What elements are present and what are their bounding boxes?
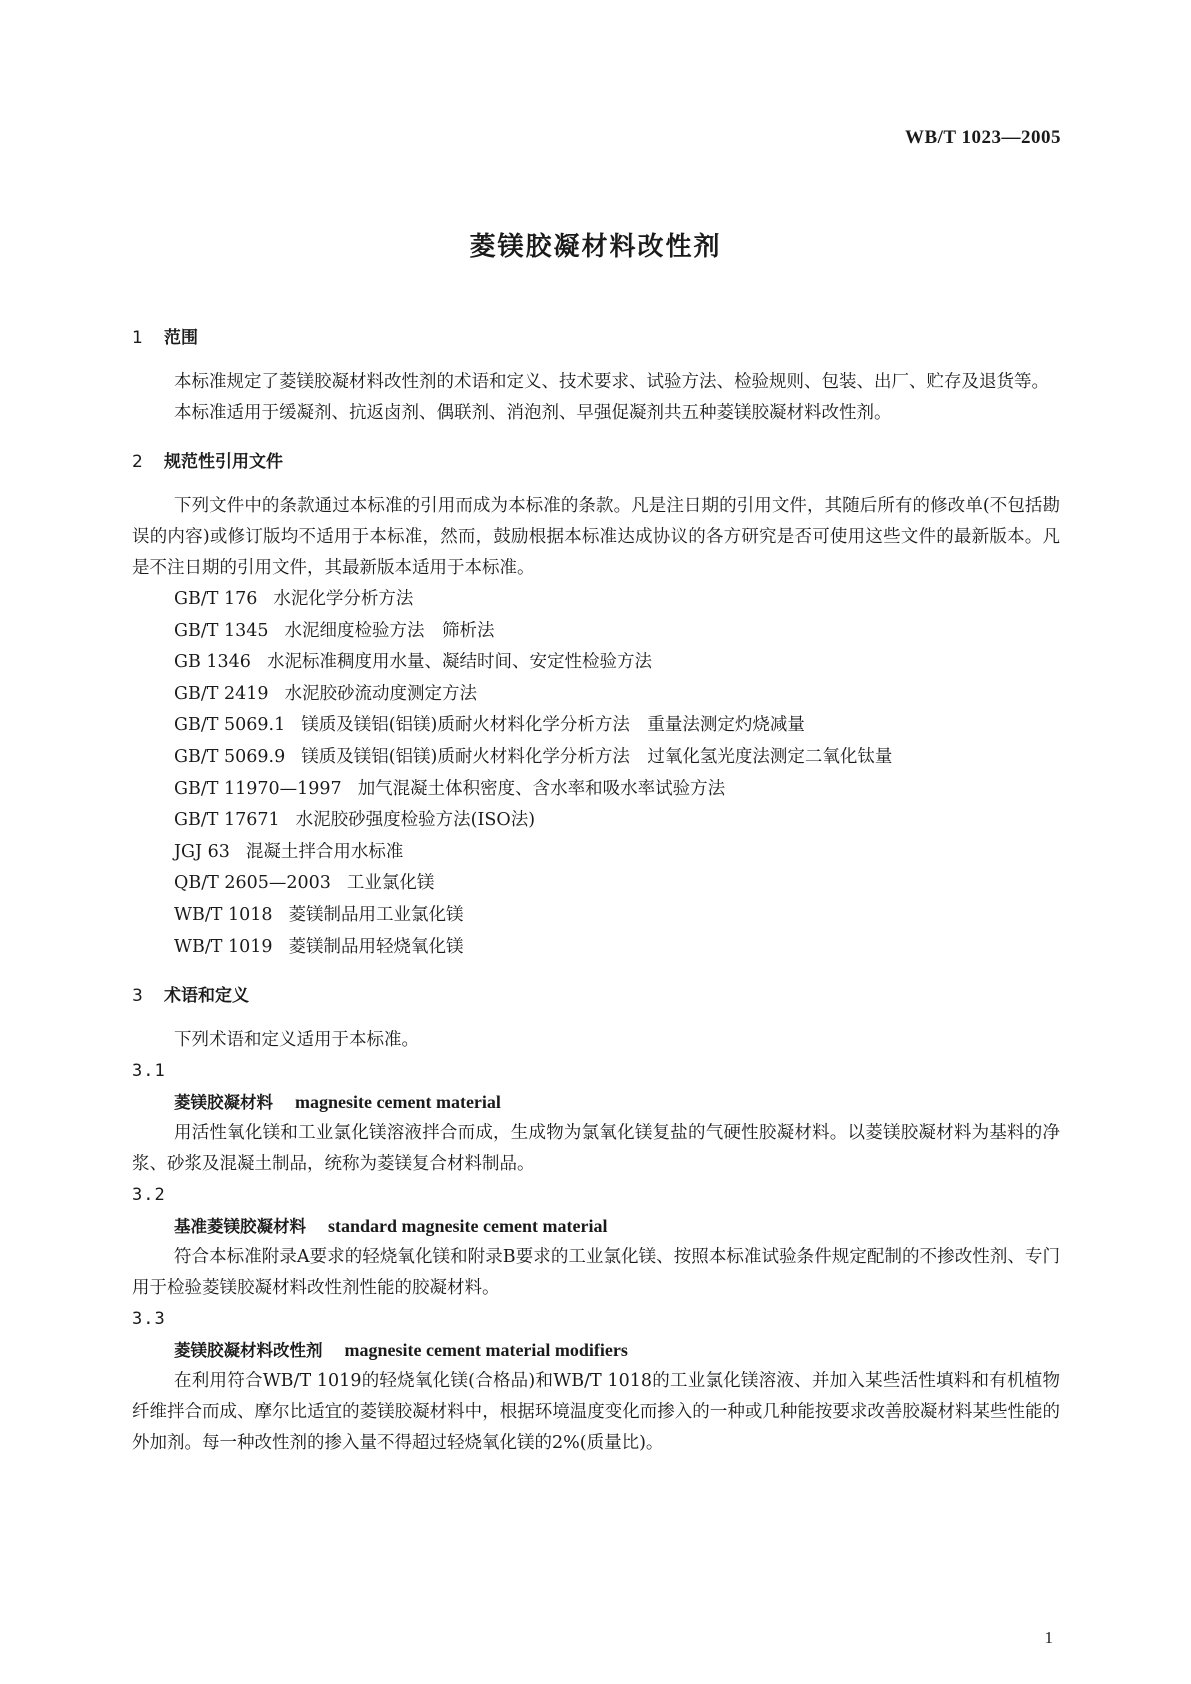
reference-code: GB 1346 (174, 652, 251, 673)
section-title: 术语和定义 (164, 986, 249, 1007)
reference-item (132, 616, 1060, 648)
term-name (132, 1211, 1060, 1242)
scope-paragraph: 本标准规定了菱镁胶凝材料改性剂的术语和定义、技术要求、试验方法、检验规则、包装、出厂、贮存及退货等。 (174, 372, 1049, 392)
term-number: 3.3 (132, 1309, 166, 1330)
term-name-en: standard magnesite cement material (328, 1216, 608, 1237)
reference-title: 加气混凝土体积密度、含水率和吸水率试验方法 (357, 778, 726, 799)
reference-title: 菱镁制品用工业氯化镁 (288, 904, 464, 925)
reference-code: QB/T 2605—2003 (174, 873, 331, 894)
reference-item (132, 710, 1060, 742)
reference-item (132, 900, 1060, 932)
reference-item (132, 742, 1060, 774)
term-name-cn: 基准菱镁胶凝材料 (174, 1217, 306, 1237)
page-number: 1 (1044, 1628, 1053, 1647)
reference-code: GB/T 5069.9 (174, 746, 286, 767)
term-number: 3.1 (132, 1061, 166, 1082)
reference-code: GB/T 11970—1997 (174, 778, 342, 799)
term-name-en: magnesite cement material modifiers (344, 1340, 628, 1361)
document-title: 菱镁胶凝材料改性剂 (469, 232, 722, 262)
reference-list (132, 584, 1060, 963)
reference-item (132, 837, 1060, 869)
reference-title: 菱镁制品用轻烧氧化镁 (288, 936, 464, 957)
reference-title: 镁质及镁铝(铝镁)质耐火材料化学分析方法 重量法测定灼烧减量 (301, 715, 805, 736)
term-definition: 符合本标准附录A要求的轻烧氧化镁和附录B要求的工业氯化镁、按照本标准试验条件规定配制的不掺改性剂、专门用于检验菱镁胶凝材料改性剂性能的胶凝材料。 (132, 1247, 1060, 1299)
section-number: 3 (132, 986, 143, 1007)
reference-code: JGJ 63 (174, 841, 230, 862)
section-number: 2 (132, 452, 143, 472)
reference-title: 水泥化学分析方法 (273, 589, 414, 609)
reference-title: 水泥胶砂强度检验方法(ISO法) (295, 810, 536, 831)
term-name-cn: 菱镁胶凝材料 (174, 1093, 273, 1113)
term-definition: 在利用符合WB/T 1019的轻烧氧化镁(合格品)和WB/T 1018的工业氯化镁溶液、并加入某些活性填料和有机植物纤维拌合而成、摩尔比适宜的菱镁胶凝材料中，根据环境温度变化而掺入的一种或几种能按要求改善胶凝材料某些性能的外加剂。每一种改性剂的掺入量不得超过轻烧氧化镁的2%(质量比)。 (132, 1371, 1060, 1454)
section-heading-references (132, 445, 1060, 479)
term-entry (132, 1304, 1060, 1459)
reference-item (132, 647, 1060, 679)
term-name (132, 1087, 1060, 1118)
term-definition: 用活性氧化镁和工业氯化镁溶液拌合而成，生成物为氯氧化镁复盐的气硬性胶凝材料。以菱镁胶凝材料为基料的净浆、砂浆及混凝土制品，统称为菱镁复合材料制品。 (132, 1123, 1060, 1175)
reference-title: 水泥标准稠度用水量、凝结时间、安定性检验方法 (266, 652, 652, 673)
reference-title: 工业氯化镁 (346, 873, 435, 894)
reference-title: 水泥细度检验方法 筛析法 (284, 620, 495, 641)
references-intro: 下列文件中的条款通过本标准的引用而成为本标准的条款。凡是注日期的引用文件，其随后所有的修改单(不包括勘误的内容)或修订版均不适用于本标准，然而，鼓励根据本标准达成协议的各方研究是否可使用这些文件的最新版本。凡是不注日期的引用文件，其最新版本适用于本标准。 (132, 496, 1060, 578)
reference-item (132, 679, 1060, 711)
reference-title: 混凝土拌合用水标准 (245, 841, 404, 862)
reference-code: GB/T 1345 (174, 620, 269, 641)
term-name (132, 1335, 1060, 1366)
term-name-en: magnesite cement material (295, 1092, 501, 1113)
reference-code: GB/T 17671 (174, 810, 280, 831)
section-title: 范围 (164, 328, 198, 348)
term-name-cn: 菱镁胶凝材料改性剂 (174, 1341, 323, 1361)
reference-item (132, 932, 1060, 964)
terms-intro: 下列术语和定义适用于本标准。 (174, 1030, 419, 1051)
reference-item (132, 774, 1060, 806)
reference-title: 镁质及镁铝(铝镁)质耐火材料化学分析方法 过氧化氢光度法测定二氧化钛量 (301, 746, 893, 767)
document-body (132, 321, 1060, 1459)
reference-code: GB/T 176 (174, 589, 258, 609)
standard-code: WB/T 1023—2005 (904, 127, 1061, 148)
section-heading-scope (132, 321, 1060, 355)
section-heading-terms (132, 979, 1060, 1013)
scope-paragraph: 本标准适用于缓凝剂、抗返卤剂、偶联剂、消泡剂、早强促凝剂共五种菱镁胶凝材料改性剂。 (174, 403, 892, 423)
reference-code: GB/T 5069.1 (174, 715, 286, 736)
section-number: 1 (132, 328, 143, 348)
term-number: 3.2 (132, 1185, 166, 1206)
reference-item (132, 805, 1060, 837)
reference-code: WB/T 1018 (174, 904, 273, 925)
term-entry (132, 1056, 1060, 1180)
reference-code: GB/T 2419 (174, 683, 269, 704)
section-title: 规范性引用文件 (164, 452, 283, 472)
reference-code: WB/T 1019 (174, 936, 273, 957)
term-entry (132, 1180, 1060, 1304)
reference-item (132, 868, 1060, 900)
reference-title: 水泥胶砂流动度测定方法 (284, 683, 478, 704)
reference-item (132, 584, 1060, 616)
